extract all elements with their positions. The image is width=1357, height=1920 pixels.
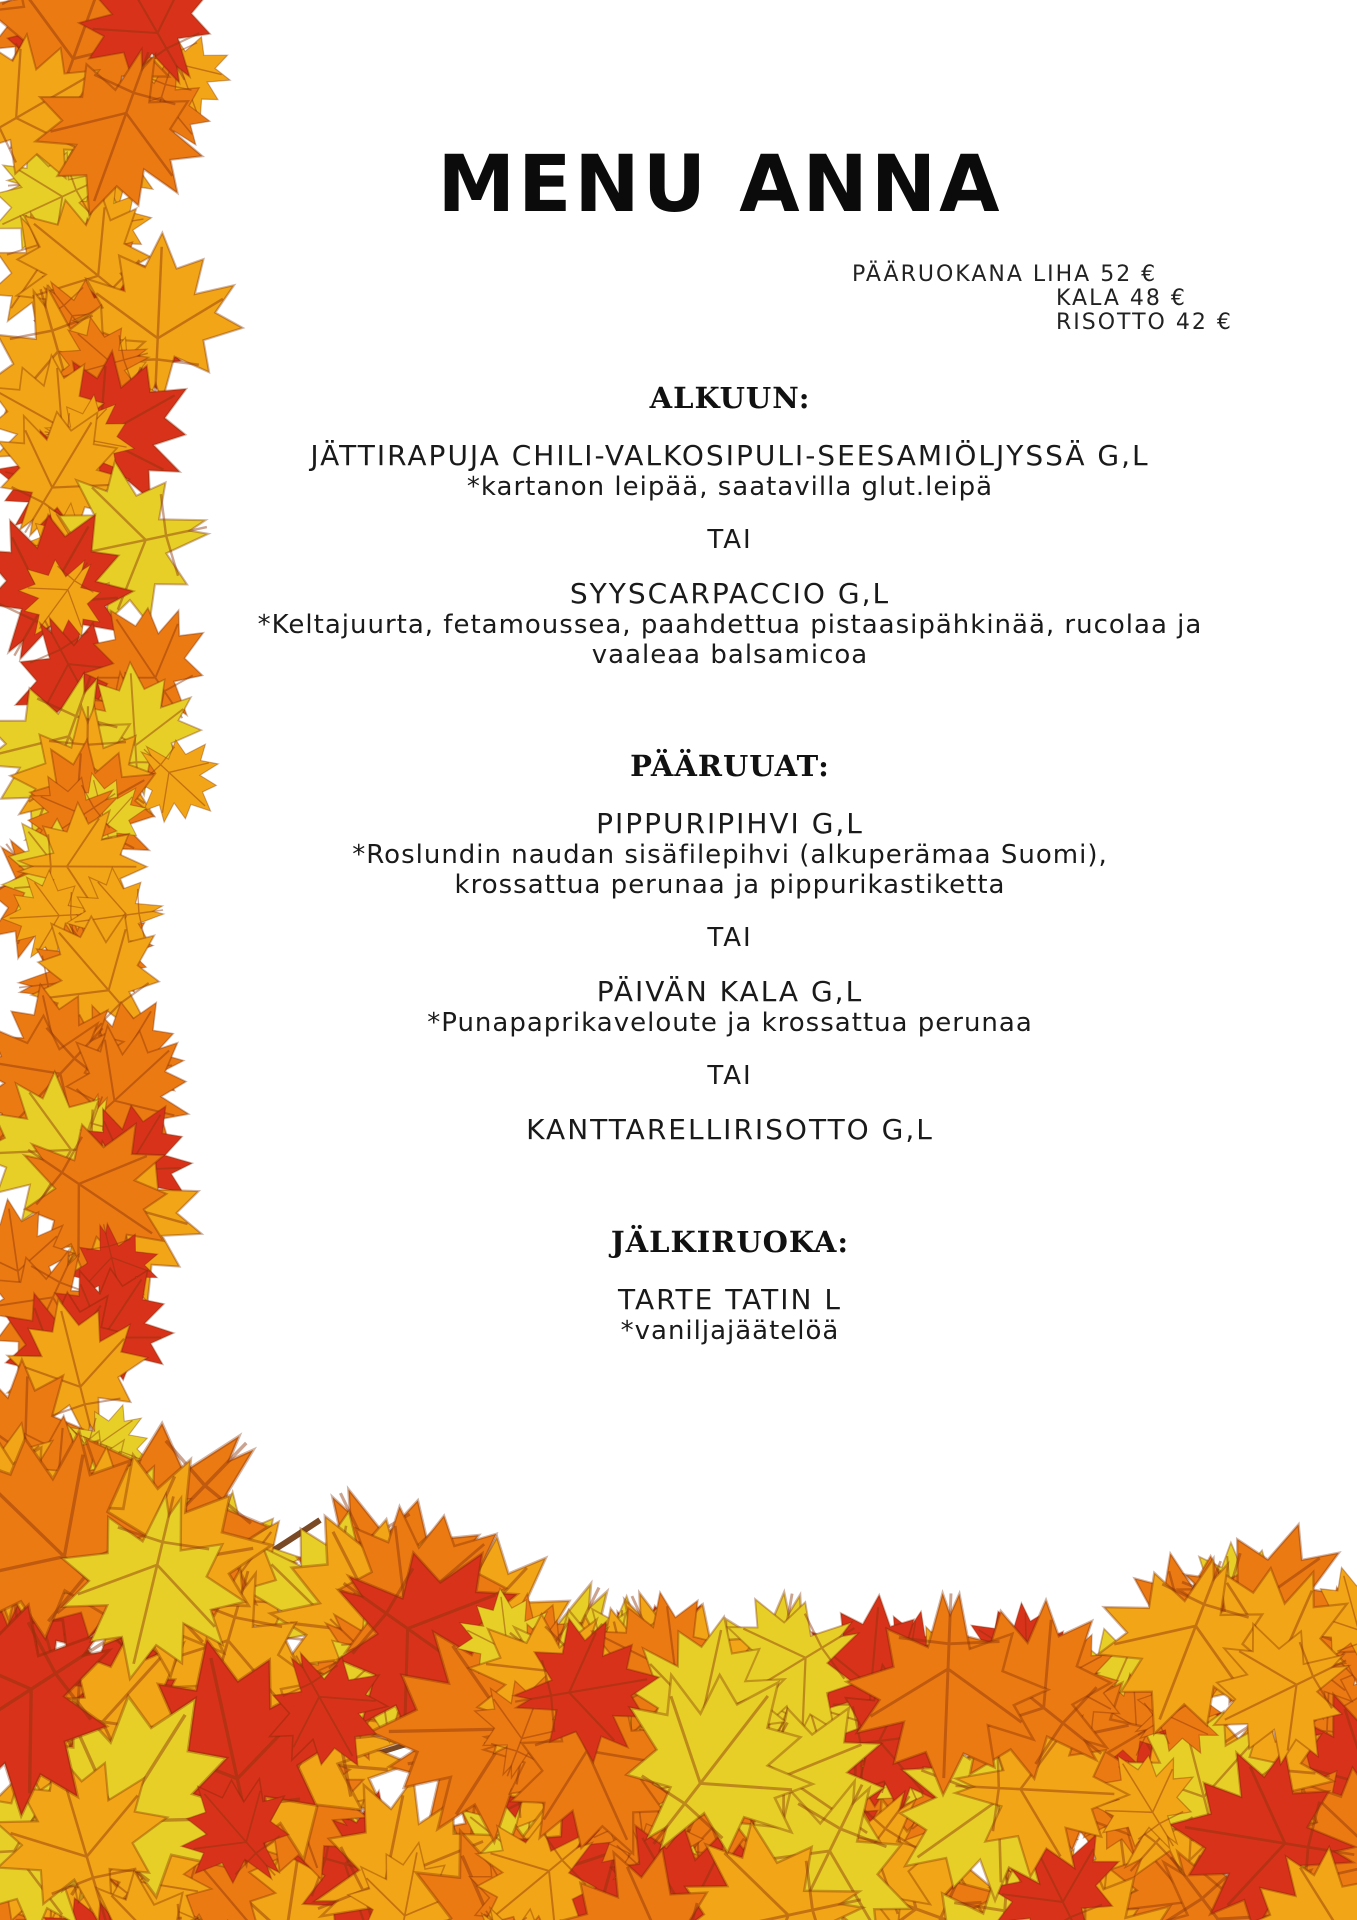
dish-name: PIPPURIPIHVI G,L xyxy=(596,807,864,840)
dish-name: KANTTARELLIRISOTTO G,L xyxy=(526,1113,934,1146)
dish-description: *vaniljajäätelöä xyxy=(620,1316,840,1346)
dish-name: PÄIVÄN KALA G,L xyxy=(596,975,864,1008)
price-line-main: PÄÄRUOKANA LIHA 52 € xyxy=(852,262,1158,287)
starters-section xyxy=(170,378,1290,670)
mains-section xyxy=(170,746,1290,1146)
price-line-fish: KALA 48 € xyxy=(1056,286,1187,311)
dish-description: *Keltajuurta, fetamoussea, paahdettua pistaasipähkinää, rucolaa ja xyxy=(257,610,1203,640)
menu-title: MENU ANNA xyxy=(437,140,1003,230)
dish-description: vaaleaa balsamicoa xyxy=(591,640,869,670)
dish-description: krossattua perunaa ja pippurikastiketta xyxy=(454,870,1006,900)
price-list xyxy=(852,263,1252,335)
dish-name: TARTE TATIN L xyxy=(618,1283,842,1316)
dish-name: SYYSCARPACCIO G,L xyxy=(569,577,891,610)
dish-description: *Punapaprikaveloute ja krossattua perunaa xyxy=(427,1008,1033,1038)
dish-name: JÄTTIRAPUJA CHILI-VALKOSIPULI-SEESAMIÖLJYSSÄ G,L xyxy=(310,439,1150,472)
or-separator: TAI xyxy=(707,923,753,953)
price-line-risotto: RISOTTO 42 € xyxy=(1056,310,1233,335)
mains-heading: PÄÄRUUAT: xyxy=(630,749,830,783)
dessert-section xyxy=(170,1222,1290,1346)
starters-heading: ALKUUN: xyxy=(649,381,811,415)
dish-description: *kartanon leipää, saatavilla glut.leipä xyxy=(466,472,994,502)
dessert-heading: JÄLKIRUOKA: xyxy=(610,1225,850,1259)
menu-content xyxy=(170,378,1290,1346)
or-separator: TAI xyxy=(707,525,753,555)
dish-description: *Roslundin naudan sisäfilepihvi (alkuperämaa Suomi), xyxy=(352,840,1108,870)
or-separator: TAI xyxy=(707,1061,753,1091)
